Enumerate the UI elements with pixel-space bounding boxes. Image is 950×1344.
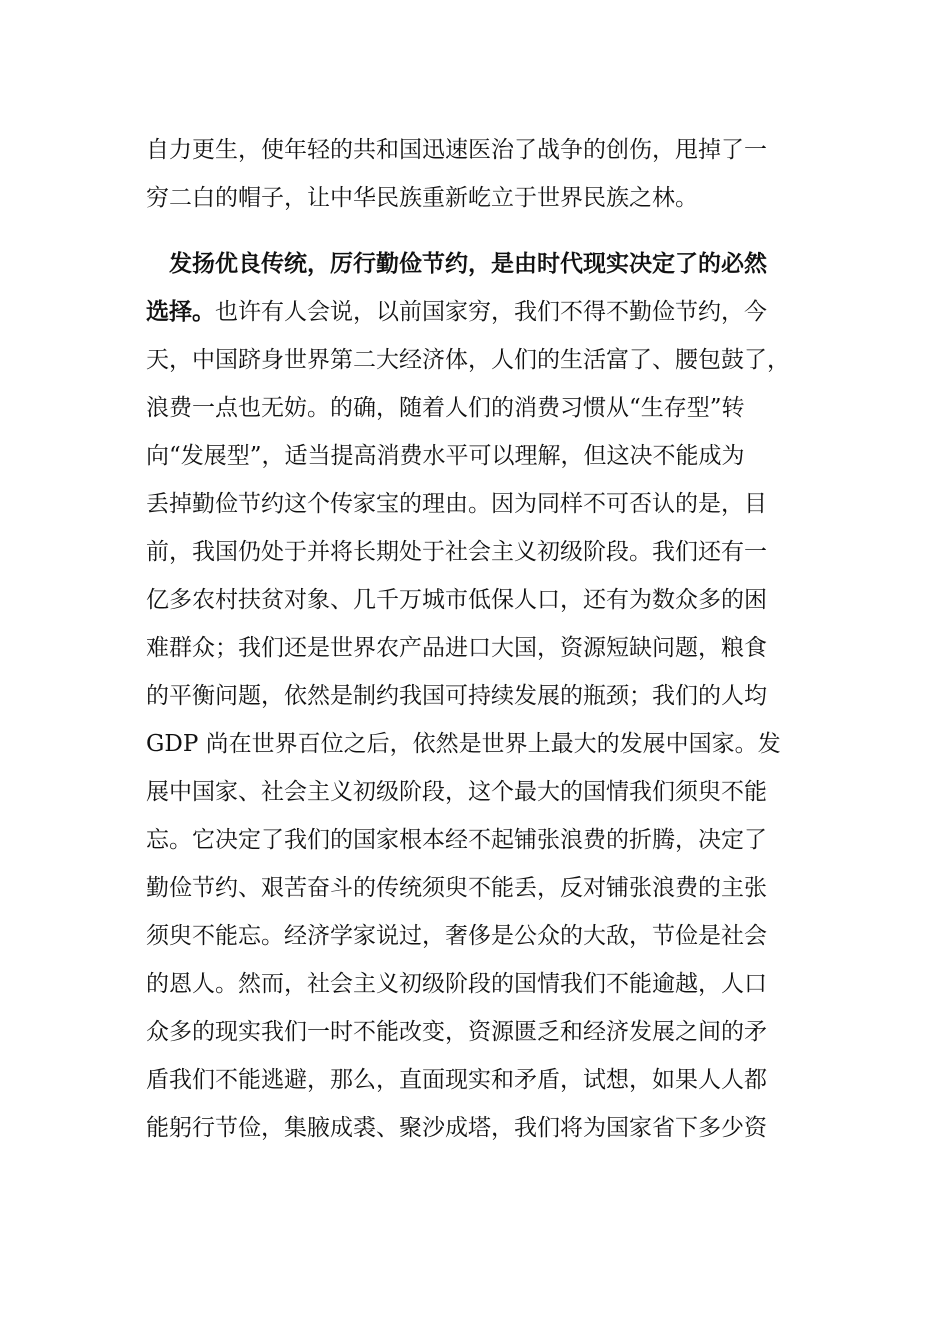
text-line: 亿多农村扶贫对象、几千万城市低保人口，还有为数众多的困: [146, 587, 767, 613]
text-line: 前，我国仍处于并将长期处于社会主义初级阶段。我们还有一: [146, 539, 767, 565]
text-line: 须臾不能忘。经济学家说过，奢侈是公众的大敌，节俭是社会: [146, 923, 767, 949]
paragraph-heading-line: 发扬优良传统，厉行勤俭节约，是由时代现实决定了的必然: [146, 251, 767, 277]
text-line: 能躬行节俭，集腋成裘、聚沙成塔，我们将为国家省下多少资: [146, 1115, 767, 1141]
text-line: 穷二白的帽子，让中华民族重新屹立于世界民族之林。: [146, 185, 698, 211]
text-line: 天，中国跻身世界第二大经济体，人们的生活富了、腰包鼓了，: [146, 347, 790, 373]
text-line: GDP 尚在世界百位之后，依然是世界上最大的发展中国家。发: [146, 731, 781, 757]
paragraph-heading-end: 选择。: [146, 299, 215, 325]
text-line: 的恩人。然而，社会主义初级阶段的国情我们不能逾越，人口: [146, 971, 767, 997]
paragraph-1: [146, 126, 806, 222]
text-line: 丢掉勤俭节约这个传家宝的理由。因为同样不可否认的是，目: [146, 491, 767, 517]
text-line: 难群众；我们还是世界农产品进口大国，资源短缺问题，粮食: [146, 635, 767, 661]
text-line: 浪费一点也无妨。的确，随着人们的消费习惯从“生存型”转: [146, 395, 745, 421]
text-line: 盾我们不能逃避，那么，直面现实和矛盾，试想，如果人人都: [146, 1067, 767, 1093]
text-line: 向“发展型”，适当提高消费水平可以理解，但这决不能成为: [146, 443, 745, 469]
paragraph-2: [146, 240, 806, 1152]
text-line: 勤俭节约、艰苦奋斗的传统须臾不能丢，反对铺张浪费的主张: [146, 875, 767, 901]
text-line: 自力更生，使年轻的共和国迅速医治了战争的创伤，甩掉了一: [146, 137, 767, 163]
text-line: 的平衡问题，依然是制约我国可持续发展的瓶颈；我们的人均: [146, 683, 767, 709]
text-line: 忘。它决定了我们的国家根本经不起铺张浪费的折腾，决定了: [146, 827, 767, 853]
text-line: 展中国家、社会主义初级阶段，这个最大的国情我们须臾不能: [146, 779, 767, 805]
text-line: [146, 288, 806, 336]
text-span: 也许有人会说，以前国家穷，我们不得不勤俭节约，今: [215, 299, 767, 325]
text-line: 众多的现实我们一时不能改变，资源匮乏和经济发展之间的矛: [146, 1019, 767, 1045]
